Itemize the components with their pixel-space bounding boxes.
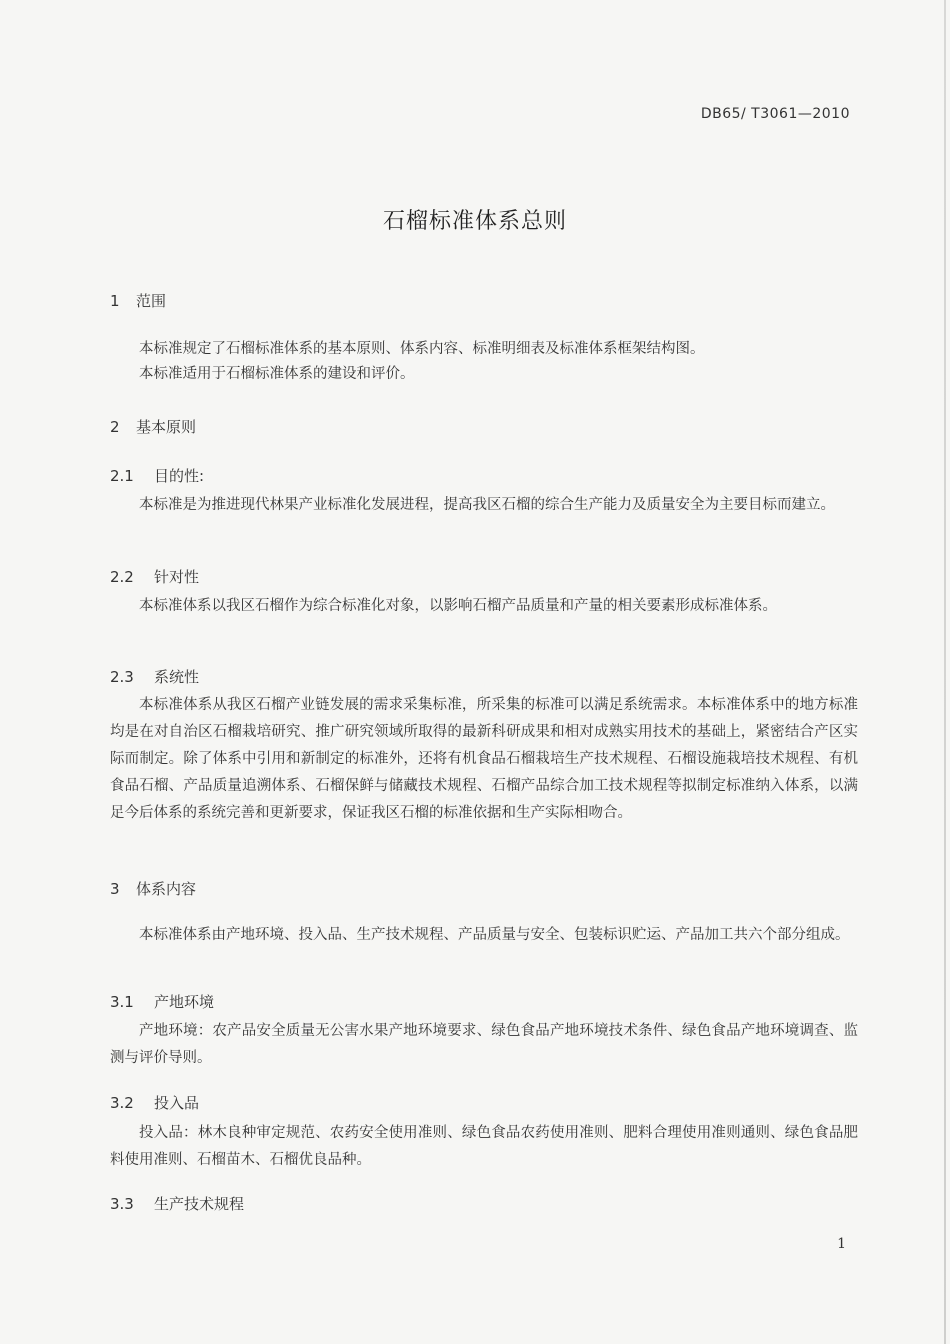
section-3-2-paragraph: 投入品：林木良种审定规范、农药安全使用准则、绿色食品农药使用准则、肥料合理使用准则通则、绿色食品肥料使用准则、石榴苗木、石榴优良品种。 (110, 1125, 858, 1168)
section-2-3-paragraph: 本标准体系从我区石榴产业链发展的需求采集标准，所采集的标准可以满足系统需求。本标准体系中的地方标准均是在对自治区石榴栽培研究、推广研究领域所取得的最新科研成果和相对成熟实用技术的基础上，紧密结合产区实际而制定。除了体系中引用和新制定的标准外，还将有机食品石榴栽培生产技术规程、石榴设施栽培技术规程、有机食品石榴、产品质量追溯体系、石榴保鲜与储藏技术规程、石榴产品综合加工技术规程等拟制定标准纳入体系，以满足今后体系的系统完善和更新要求，保证我区石榴的标准依据和生产实际相吻合。 (110, 697, 858, 821)
section-2-3-heading (110, 666, 199, 687)
scan-edge (944, 0, 946, 1344)
section-3-heading (110, 878, 196, 899)
section-number: 3.2 (110, 1094, 134, 1112)
page-number: 1 (837, 1236, 846, 1252)
section-number: 2.2 (110, 568, 134, 586)
section-number: 2.1 (110, 467, 134, 485)
section-number: 3.3 (110, 1195, 134, 1213)
section-1-paragraph-2: 本标准适用于石榴标准体系的建设和评价。 (139, 366, 415, 382)
section-number: 1 (110, 292, 120, 310)
section-2-2-paragraph: 本标准体系以我区石榴作为综合标准化对象，以影响石榴产品质量和产量的相关要素形成标准体系。 (139, 598, 777, 614)
section-number: 2.3 (110, 668, 134, 686)
section-2-1-paragraph: 本标准是为推进现代林果产业标准化发展进程，提高我区石榴的综合生产能力及质量安全为主要目标而建立。 (139, 497, 835, 513)
section-title: 产地环境 (154, 993, 215, 1011)
section-number: 2 (110, 418, 120, 436)
section-3-1-heading (110, 991, 214, 1012)
section-3-paragraph: 本标准体系由产地环境、投入品、生产技术规程、产品质量与安全、包装标识贮运、产品加工共六个部分组成。 (139, 927, 850, 943)
section-number: 3.1 (110, 993, 134, 1011)
section-1-paragraph-1: 本标准规定了石榴标准体系的基本原则、体系内容、标准明细表及标准体系框架结构图。 (139, 341, 705, 357)
section-title: 体系内容 (136, 880, 197, 898)
section-title: 投入品 (154, 1094, 200, 1112)
document-title: 石榴标准体系总则 (382, 209, 567, 234)
section-1-heading (110, 290, 166, 311)
section-2-heading (110, 416, 196, 437)
section-title: 生产技术规程 (154, 1195, 245, 1213)
section-3-1-paragraph: 产地环境：农产品安全质量无公害水果产地环境要求、绿色食品产地环境技术条件、绿色食品产地环境调查、监测与评价导则。 (110, 1023, 858, 1066)
section-title: 范围 (136, 292, 167, 310)
section-title: 针对性 (154, 568, 200, 586)
section-title: 系统性 (154, 668, 200, 686)
section-2-2-heading (110, 566, 199, 587)
section-title: 基本原则 (136, 418, 197, 436)
section-3-2-heading (110, 1092, 199, 1113)
section-2-1-heading (110, 465, 204, 486)
section-title: 目的性: (154, 467, 205, 485)
section-3-3-heading (110, 1193, 244, 1214)
standard-code: DB65/ T3061—2010 (700, 106, 850, 122)
section-number: 3 (110, 880, 120, 898)
